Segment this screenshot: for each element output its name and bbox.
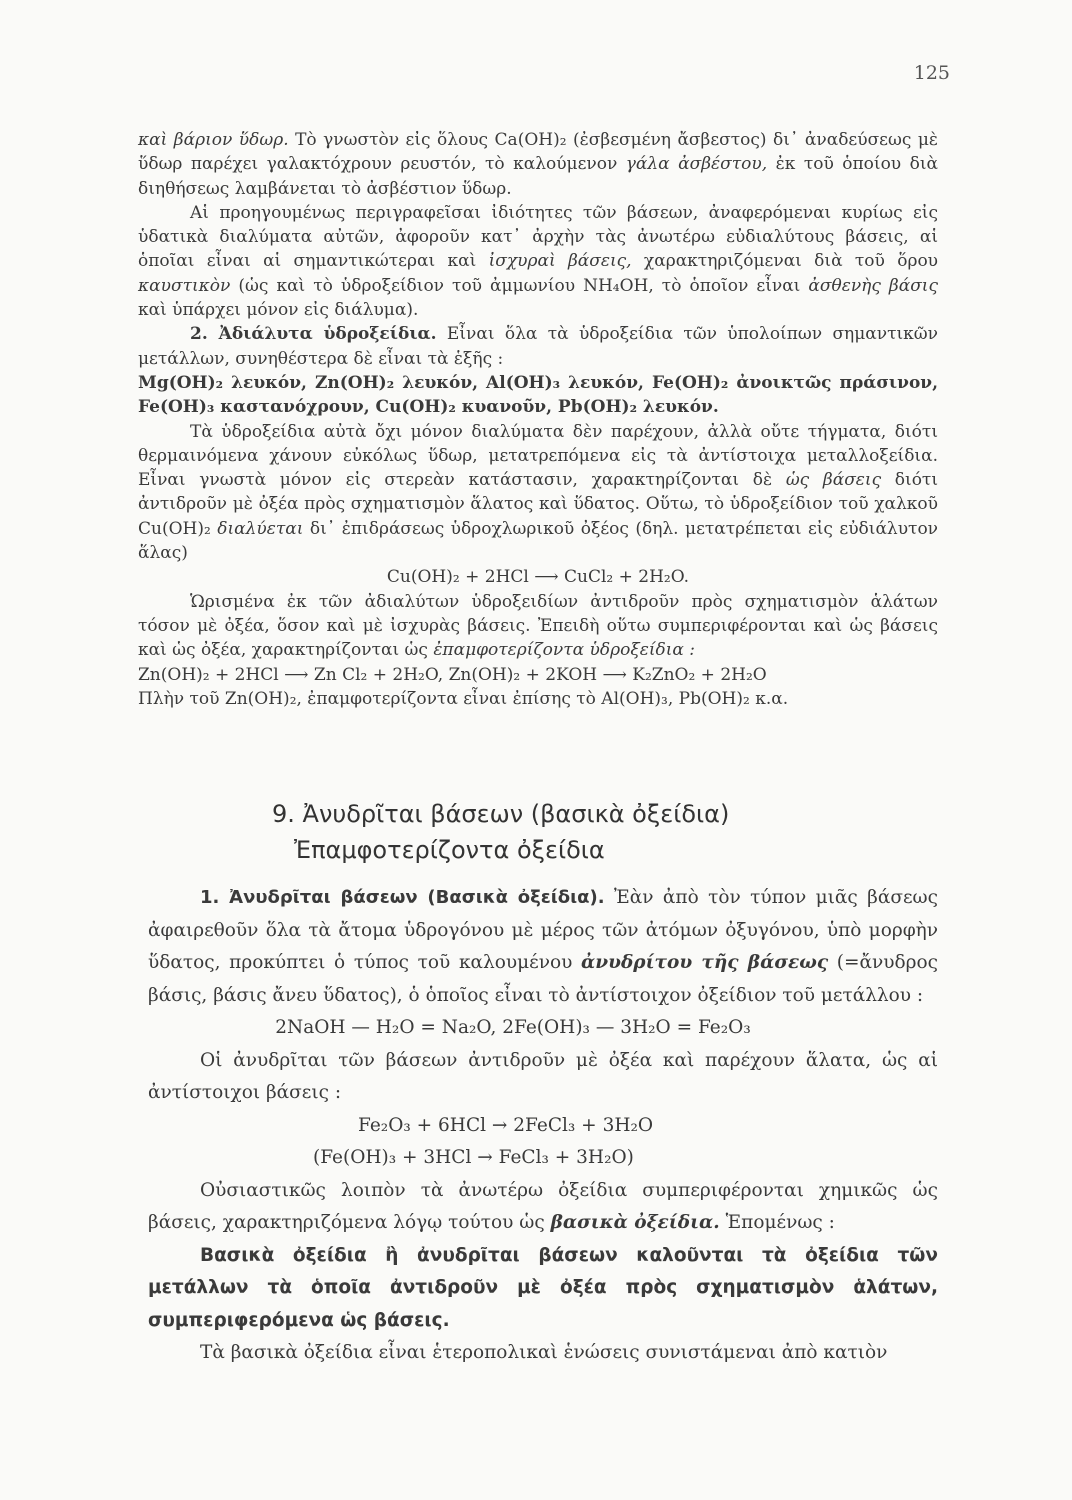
equation: (Fe(OH)₃ + 3HCl → FeCl₃ + 3H₂O) (313, 1147, 634, 1168)
text-run: καυστικὸν (138, 275, 231, 296)
title-line-1: 9. Ἀνυδρῖται βάσεων (βασικὰ ὀξείδια) (272, 800, 730, 828)
paragraph (148, 882, 938, 1012)
paragraph (148, 1175, 938, 1240)
text-run: Τὰ ὑδροξείδια αὐτὰ ὄχι μόνον διαλύματα δὲν παρέχουν, ἀλλὰ οὔτε τήγματα, διότι θερμαινόμενα χάνουν εὐκόλως ὕδωρ, μετατρεπόμενα εἰς τὰ ἀντίστοιχα μεταλλοξείδια. Εἶναι γνωστὰ μόνον εἰς στερεὰν κατάστασιν, χαρακτηρίζονται δὲ (138, 421, 938, 491)
paragraph (138, 128, 938, 201)
text-run: Οὐσιαστικῶς λοιπὸν τὰ ἀνωτέρω ὀξείδια συμπεριφέρονται χημικῶς ὡς βάσεις, χαρακτηριζόμενα λόγῳ τούτου ὡς (148, 1179, 938, 1233)
text-run: βασικὰ ὀξείδια. (550, 1212, 720, 1233)
equation: Fe₂O₃ + 6HCl → 2FeCl₃ + 3H₂O (358, 1114, 654, 1136)
text-run: διαλύεται (217, 518, 304, 539)
text-run: Mg(OH)₂ λευκόν, Zn(OH)₂ λευκόν, Al(OH)₃ λευκόν, Fe(OH)₂ ἀνοικτῶς πράσινον, Fe(OH)₃ καστανόχρουν, Cu(OH)₂ κυανοῦν, Pb(OH)₂ λευκόν. (138, 372, 938, 418)
text-run: (=ἄνυδρος βάσις, βάσις ἄνευ ὕδατος), ὁ ὁποῖος εἶναι τὸ ἀντίστοιχον ὀξείδιον τοῦ μετάλλου : (148, 952, 938, 1006)
section-9-title (272, 796, 729, 868)
text-run: ἀσθενὴς βάσις (808, 275, 938, 296)
paragraph (138, 201, 938, 322)
paragraph: Πλὴν τοῦ Zn(OH)₂, ἐπαμφοτερίζοντα εἶναι ἐπίσης τὸ Al(OH)₃, Pb(OH)₂ κ.α. (138, 688, 789, 709)
text-run: χαρακτηριζόμεναι διὰ τοῦ ὅρου (631, 251, 939, 272)
bottom-section (148, 882, 938, 1370)
section-2-heading-paragraph (138, 322, 938, 371)
equation: Cu(OH)₂ + 2HCl ⟶ CuCl₂ + 2H₂O. (386, 567, 690, 588)
text-run: 1. Ἀνυδρῖται βάσεων (Βασικὰ ὀξείδια). (200, 887, 605, 908)
text-run: ἐκ τοῦ ὁποίου διὰ διηθήσεως λαμβάνεται τὸ ἀσβέστιον ὕδωρ. (138, 154, 938, 199)
text-run: 2. Ἀδιάλυτα ὑδροξείδια. (190, 324, 437, 345)
text-run: Ἑπομένως : (719, 1212, 835, 1233)
text-run: γάλα ἀσβέστου, (625, 154, 768, 175)
text-run: ἐπαμφοτερίζοντα ὑδροξείδια : (433, 640, 695, 661)
page-number: 125 (913, 62, 950, 84)
text-run: (ὡς καὶ τὸ ὑδροξείδιον τοῦ ἀμμωνίου NH₄OH, τὸ ὁποῖον εἶναι (230, 275, 809, 296)
text-run: Εἶναι ὅλα τὰ ὑδροξείδια τῶν ὑπολοίπων σημαντικῶν μετάλλων, συνηθέστερα δὲ εἶναι τὰ ἑξῆς : (138, 324, 938, 369)
equation: 2NaOH — H₂O = Na₂O, 2Fe(OH)₃ — 3H₂O = Fe₂O₃ (275, 1017, 751, 1038)
text-run: ὡς βάσεις (785, 470, 882, 491)
text-run: Ἐὰν ἀπὸ τὸν τύπον μιᾶς βάσεως ἀφαιρεθοῦν ὅλα τὰ ἄτομα ὑδρογόνου μὲ μέρος τῶν ἀτόμων ὀξυγόνου, ὑπὸ μορφὴν ὕδατος, προκύπτει ὁ τύπος τοῦ καλουμένου (148, 887, 938, 973)
text-run: καὶ βάριον ὕδωρ. (138, 130, 289, 150)
paragraph: Οἱ ἀνυδρῖται τῶν βάσεων ἀντιδροῦν μὲ ὀξέα καὶ παρέχουν ἅλατα, ὡς αἱ ἀντίστοιχοι βάσεις : (148, 1049, 938, 1103)
text-run: καὶ ὑπάρχει μόνον εἰς διάλυμα). (138, 300, 419, 321)
hydroxides-list (138, 371, 938, 420)
text-run: Αἱ προηγουμένως περιγραφεῖσαι ἰδιότητες τῶν βάσεων, ἀναφερόμεναι κυρίως εἰς ὑδατικὰ διαλύματα αὐτῶν, ἀφοροῦν κατ᾽ ἀρχὴν τὰς ἀνωτέρω εὐδιαλύτους βάσεις, αἱ ὁποῖαι εἶναι αἱ σημαντικώτεραι καὶ (138, 202, 938, 272)
text-run: Τὸ γνωστὸν εἰς ὅλους Ca(OH)₂ (ἐσβεσμένη ἄσβεστος) δι᾽ ἀναδεύσεως μὲ ὕδωρ παρέχει γαλακτόχρουν ρευστόν, τὸ καλούμενον (138, 130, 939, 175)
equation: Zn(OH)₂ + 2HCl ⟶ Zn Cl₂ + 2H₂O, Zn(OH)₂ + 2KOH ⟶ K₂ZnO₂ + 2H₂O (138, 664, 767, 685)
top-section (138, 128, 938, 711)
text-run: δι᾽ ἐπιδράσεως ὑδροχλωρικοῦ ὀξέος (δηλ. μετατρέπεται εἰς εὐδιάλυτον ἅλας) (138, 518, 939, 564)
text-run: διότι ἀντιδροῦν μὲ ὀξέα πρὸς σχηματισμὸν ἅλατος καὶ ὕδατος. Οὕτω, τὸ ὑδροξείδιον τοῦ χαλκοῦ Cu(OH)₂ (138, 470, 938, 539)
text-run: ἰσχυραὶ βάσεις, (488, 251, 632, 272)
definition: Βασικὰ ὀξείδια ἢ ἀνυδρῖται βάσεων καλοῦνται τὰ ὀξείδια τῶν μετάλλων τὰ ὁποῖα ἀντιδροῦν μὲ ὀξέα πρὸς σχηματισμὸν ἁλάτων, συμπεριφερόμενα ὡς βάσεις. (148, 1244, 938, 1331)
paragraph (138, 420, 938, 566)
paragraph: Τὰ βασικὰ ὀξείδια εἶναι ἑτεροπολικαὶ ἑνώσεις συνιστάμεναι ἀπὸ κατιὸν (200, 1342, 888, 1363)
title-line-2: Ἐπαμφοτερίζοντα ὀξείδια (294, 836, 605, 864)
paragraph (138, 590, 938, 663)
text-run: ἀνυδρίτου τῆς βάσεως (581, 952, 829, 973)
text-run: Ὡρισμένα ἐκ τῶν ἀδιαλύτων ὑδροξειδίων ἀντιδροῦν πρὸς σχηματισμὸν ἁλάτων τόσον μὲ ὀξέα, ὅσον καὶ μὲ ἰσχυρὰς βάσεις. Ἐπειδὴ οὕτω συμπεριφέρονται καὶ ὡς βάσεις καὶ ὡς ὀξέα, χαρακτηρίζονται ὡς (138, 591, 938, 661)
